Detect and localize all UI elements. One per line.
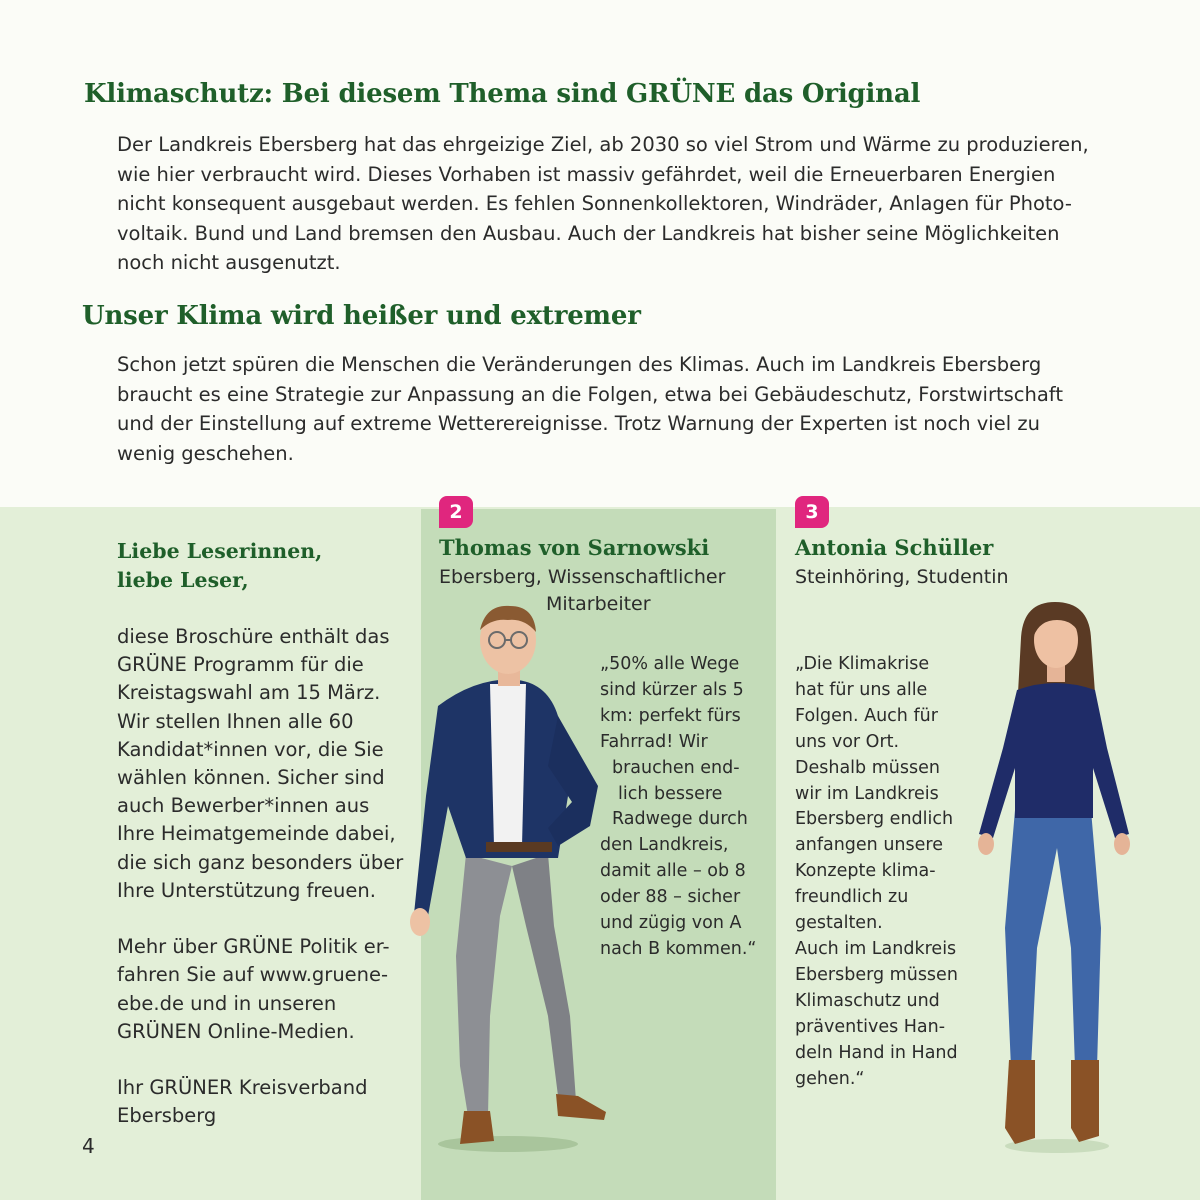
quote-line: Fahrrad! Wir	[600, 731, 708, 752]
quote-line: km: perfekt fürs	[600, 705, 741, 726]
letter-line: GRÜNEN Online-Medien.	[117, 1019, 355, 1043]
candidate-quote	[600, 652, 756, 963]
candidate-number-badge: 2	[439, 496, 473, 528]
candidate-role	[795, 564, 1009, 591]
letter-blank-line	[117, 905, 403, 933]
section-heading-klimaschutz: Klimaschutz: Bei diesem Thema sind GRÜNE das Original	[84, 79, 921, 109]
letter-line: Wir stellen Ihnen alle 60	[117, 709, 354, 733]
letter-line: Mehr über GRÜNE Politik er-	[117, 935, 390, 959]
paragraph-line: nicht konsequent ausgebaut werden. Es fehlen Sonnenkollektoren, Windräder, Anlagen für Photo-	[117, 192, 1072, 215]
letter-line: ebe.de und in unseren	[117, 991, 337, 1015]
paragraph-line: Der Landkreis Ebersberg hat das ehrgeizige Ziel, ab 2030 so viel Strom und Wärme zu produzieren,	[117, 133, 1089, 156]
letter-line: Kreistagswahl am 15 März.	[117, 681, 381, 705]
paragraph-line: braucht es eine Strategie zur Anpassung an die Folgen, etwa bei Gebäudeschutz, Forstwirtschaft	[117, 382, 1063, 406]
quote-line: Deshalb müssen	[795, 757, 940, 778]
quote-line: wir im Landkreis	[795, 783, 939, 804]
section-heading-klima: Unser Klima wird heißer und extremer	[82, 301, 641, 331]
quote-line: Konzepte klima-	[795, 861, 936, 882]
letter-line: Ihre Unterstützung freuen.	[117, 878, 376, 902]
candidate-photo-antonia	[975, 598, 1145, 1158]
quote-line: und zügig von A	[600, 913, 742, 934]
quote-line: präventives Han-	[795, 1016, 946, 1037]
quote-line: damit alle – ob 8	[600, 861, 746, 882]
paragraph-line: wie hier verbraucht wird. Dieses Vorhaben ist massiv gefährdet, weil die Erneuerbaren Energien	[117, 162, 1056, 186]
candidate-quote	[795, 652, 958, 1092]
letter-line: fahren Sie auf www.gruene-	[117, 963, 389, 987]
quote-line: nach B kommen.“	[600, 938, 757, 959]
paragraph-line: wenig geschehen.	[117, 441, 294, 465]
letter-greeting	[117, 537, 322, 595]
role-line: Steinhöring, Studentin	[795, 566, 1009, 588]
quote-line: „50% alle Wege	[600, 654, 740, 674]
quote-line: oder 88 – sicher	[600, 887, 741, 908]
quote-line: hat für uns alle	[795, 679, 928, 700]
letter-line: Ihre Heimatgemeinde dabei,	[117, 822, 396, 846]
quote-line: anfangen unsere	[795, 835, 943, 856]
role-line: Mitarbeiter	[546, 593, 651, 615]
quote-line: gestalten.	[795, 913, 883, 934]
quote-line: brauchen end-	[612, 757, 740, 778]
quote-line: lich bessere	[618, 783, 723, 804]
letter-line: die sich ganz besonders über	[117, 850, 404, 874]
letter-blank-line	[117, 1046, 403, 1074]
section-paragraph-klimaschutz	[117, 130, 1089, 278]
letter-line: auch Bewerber*innen aus	[117, 794, 370, 818]
candidate-name: Thomas von Sarnowski	[439, 535, 710, 560]
quote-line: sind kürzer als 5	[600, 679, 744, 700]
paragraph-line: noch nicht ausgenutzt.	[117, 251, 341, 274]
page-number: 4	[82, 1134, 95, 1158]
role-line: Ebersberg, Wissenschaftlicher	[439, 566, 726, 588]
paragraph-line: und der Einstellung auf extreme Wetterereignisse. Trotz Warnung der Experten ist noch viel zu	[117, 412, 1040, 435]
quote-line: Folgen. Auch für	[795, 705, 938, 726]
paragraph-line: Schon jetzt spüren die Menschen die Veränderungen des Klimas. Auch im Landkreis Ebersberg	[117, 353, 1042, 376]
candidate-photo-thomas	[408, 596, 628, 1156]
quote-line: Ebersberg müssen	[795, 964, 958, 985]
paragraph-line: voltaik. Bund und Land bremsen den Ausbau. Auch der Landkreis hat bisher seine Möglichkeiten	[117, 221, 1060, 245]
letter-line: wählen können. Sicher sind	[117, 766, 385, 790]
quote-line: gehen.“	[795, 1068, 865, 1089]
letter-body	[117, 623, 403, 1131]
section-paragraph-klima	[117, 350, 1063, 468]
greeting-line: Liebe Leserinnen,	[117, 539, 323, 563]
greeting-line: liebe Leser,	[117, 568, 249, 592]
letter-line: Ihr GRÜNER Kreisverband	[117, 1076, 368, 1100]
letter-line: diese Broschüre enthält das	[117, 625, 390, 648]
quote-line: Ebersberg endlich	[795, 809, 954, 830]
quote-line: „Die Klimakrise	[795, 654, 930, 674]
quote-line: deln Hand in Hand	[795, 1042, 958, 1063]
quote-line: uns vor Ort.	[795, 731, 900, 752]
quote-line: freundlich zu	[795, 887, 909, 908]
candidate-name: Antonia Schüller	[795, 535, 994, 560]
quote-line: Klimaschutz und	[795, 990, 940, 1011]
quote-line: Radwege durch	[612, 809, 748, 830]
letter-line: Kandidat*innen vor, die Sie	[117, 737, 384, 761]
quote-line: den Landkreis,	[600, 835, 729, 856]
letter-line: Ebersberg	[117, 1104, 217, 1128]
letter-line: GRÜNE Programm für die	[117, 653, 364, 677]
quote-line: Auch im Landkreis	[795, 938, 957, 959]
candidate-number-badge: 3	[795, 496, 829, 528]
